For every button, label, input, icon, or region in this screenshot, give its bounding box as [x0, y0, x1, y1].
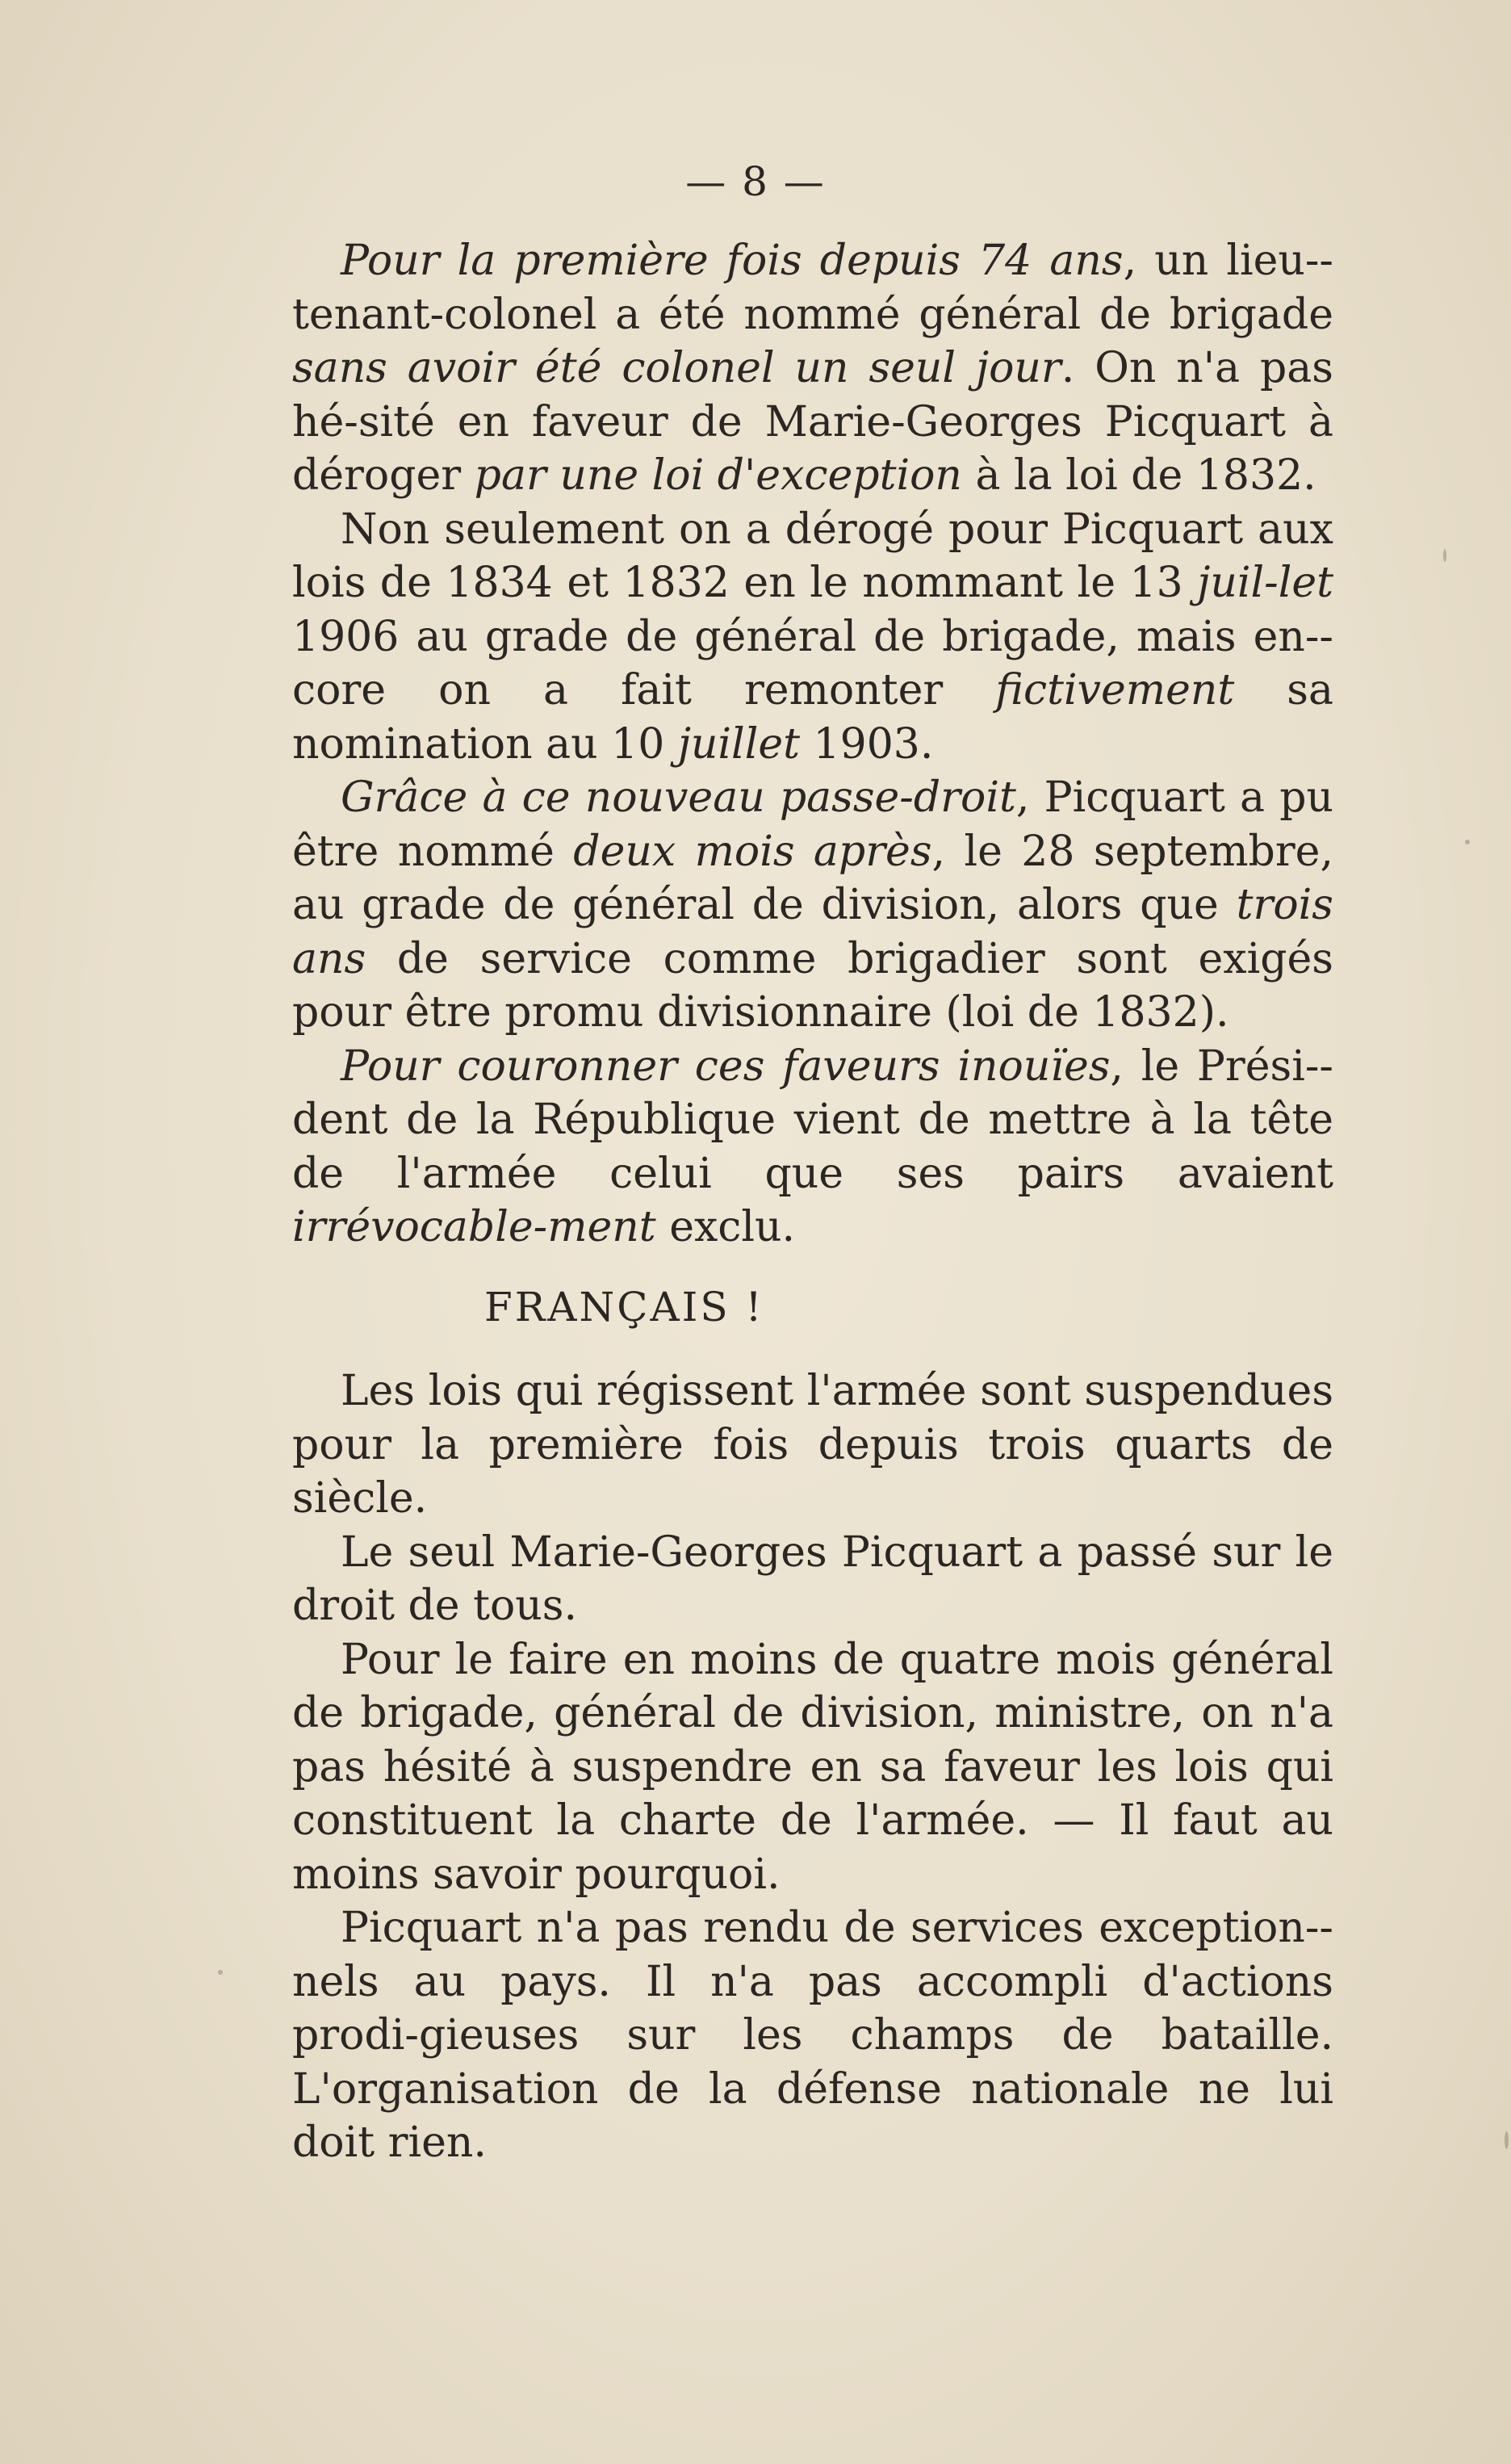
text-run: exclu. [655, 1203, 796, 1251]
text-run: sa nomination au 10 [292, 666, 1333, 769]
text-run: , le Prési-dent de la République vient de mettre à la tête de l'armée celui que ses pairs avaient [292, 1041, 1333, 1198]
paragraph [292, 771, 1333, 1040]
paragraph: Pour le faire en moins de quatre mois général de brigade, général de division, ministre, on n'a pas hésité à suspendre en sa faveur les lois qui constituent la charte de l'armée. — Il faut au moins savoir pourquoi. [292, 1635, 1333, 1899]
italic-run: juillet [677, 719, 800, 769]
paragraph: Les lois qui régissent l'armée sont suspendues pour la première fois depuis trois quarts de siècle. [292, 1367, 1333, 1523]
text-run: à la loi de 1832. [961, 451, 1316, 500]
section-heading: FRANÇAIS ! [484, 1284, 764, 1330]
text-run: 1906 au grade de général de brigade, mais en-core on a fait remonter [292, 612, 1333, 714]
paragraph [292, 503, 1333, 772]
italic-run: par une loi d'exception [474, 451, 962, 500]
italic-run: irrévocable-ment [292, 1203, 656, 1251]
italic-run: Pour couronner ces faveurs inouïes [341, 1041, 1111, 1091]
text-run: . On n'a pas hé-sité en faveur de Marie-Georges Picquart à déroger [292, 344, 1333, 500]
paper-speck [1465, 840, 1470, 844]
paragraph: Picquart n'a pas rendu de services exception-nels au pays. Il n'a pas accompli d'actions prodi-gieuses sur les champs de bataille. L'organisation de la défense nationale ne lui doit rien. [292, 1904, 1333, 2167]
paragraph [292, 1040, 1333, 1255]
text-run: , le 28 septembre, au grade de général de division, alors que [292, 827, 1333, 929]
italic-run: deux mois après [573, 827, 932, 876]
text-run: , un lieu-tenant-colonel a été nommé général de brigade [292, 237, 1333, 339]
text-run: 1903. [800, 719, 934, 769]
italic-run: juil-let [1197, 559, 1333, 607]
paper-speck [1505, 2131, 1509, 2149]
italic-run: Pour la première fois depuis 74 ans [341, 237, 1124, 285]
paragraph: Le seul Marie-Georges Picquart a passé sur le droit de tous. [292, 1527, 1333, 1630]
italic-run: fictivement [995, 666, 1235, 714]
paper-speck [218, 1970, 223, 1975]
italic-run: Grâce à ce nouveau passe-droit [341, 773, 1016, 822]
page-number: — 8 — [685, 158, 826, 205]
text-run: Non seulement on a dérogé pour Picquart aux lois de 1834 et 1832 en le nommant le 13 [292, 505, 1333, 607]
text-run: de service comme brigadier sont exigés pour être promu divisionnaire (loi de 1832). [292, 934, 1333, 1037]
text-block-upper [292, 234, 1333, 1255]
paper-speck [1443, 549, 1446, 562]
text-run: , Picquart a pu être nommé [292, 773, 1333, 876]
text-block-lower [292, 1364, 1333, 2170]
paragraph [292, 234, 1333, 503]
italic-run: sans avoir été colonel un seul jour [292, 344, 1061, 392]
italic-run: trois ans [292, 881, 1333, 983]
